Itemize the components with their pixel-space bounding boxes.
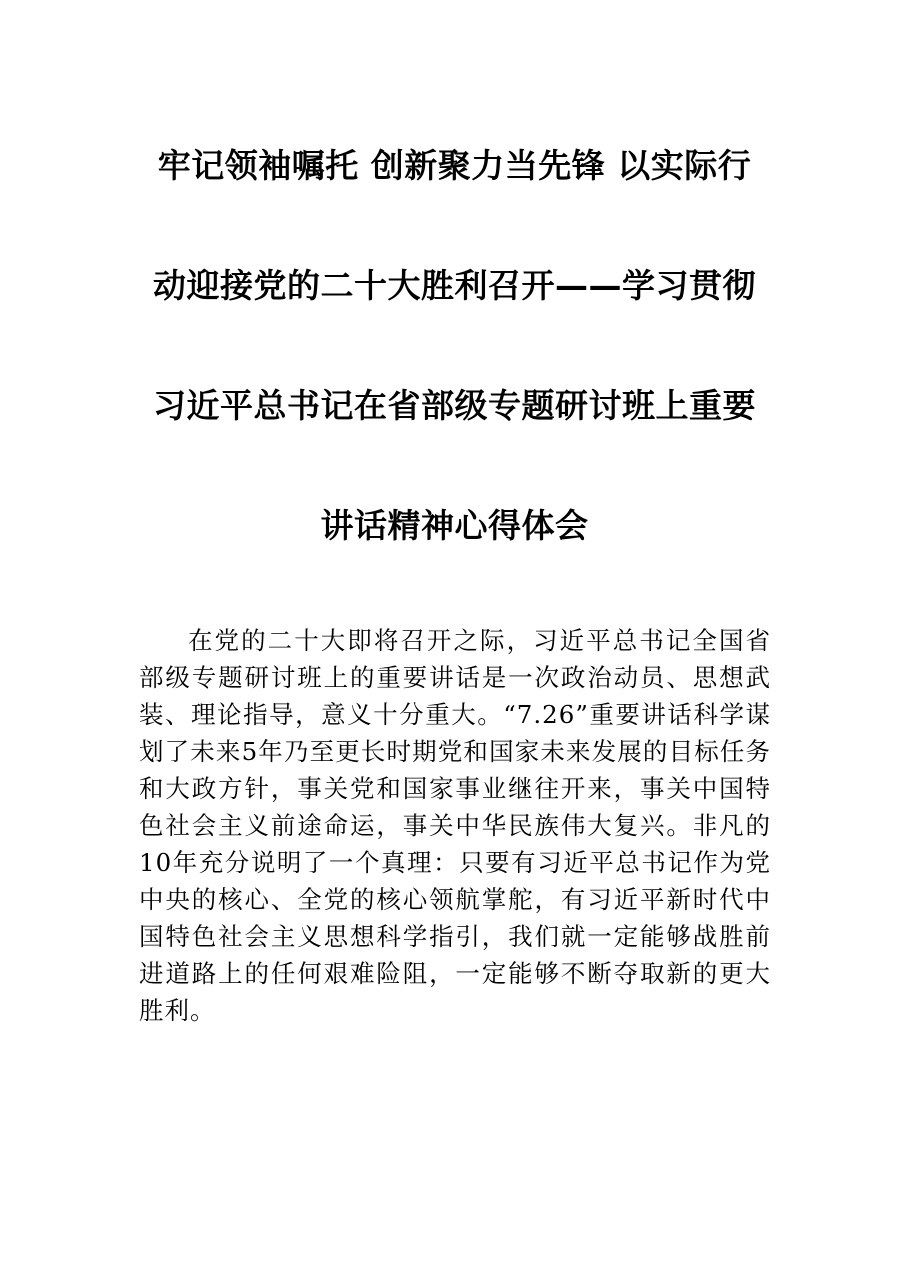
title-line-4: 讲话精神心得体会 <box>320 506 589 545</box>
title-line-2: 动迎接党的二十大胜利召开——学习贯彻 <box>153 266 756 305</box>
title-line-3: 习近平总书记在省部级专题研讨班上重要 <box>153 386 756 425</box>
document-title <box>0 146 909 546</box>
title-line-1: 牢记领袖嘱托 创新聚力当先锋 以实际行 <box>157 146 752 185</box>
body-paragraph: 在党的二十大即将召开之际，习近平总书记全国省部级专题研讨班上的重要讲话是一次政治动员、思想武装、理论指导，意义十分重大。“7.26”重要讲话科学谋划了未来5年乃至更长时期党和国家未来发展的目标任务和大政方针，事关党和国家事业继往开来，事关中国特色社会主义前途命运，事关中华民族伟大复兴。非凡的10年充分说明了一个真理：只要有习近平总书记作为党中央的核心、全党的核心领航掌舵，有习近平新时代中国特色社会主义思想科学指引，我们就一定能够战胜前进道路上的任何艰难险阻，一定能够不断夺取新的更大胜利。 <box>139 626 771 1025</box>
